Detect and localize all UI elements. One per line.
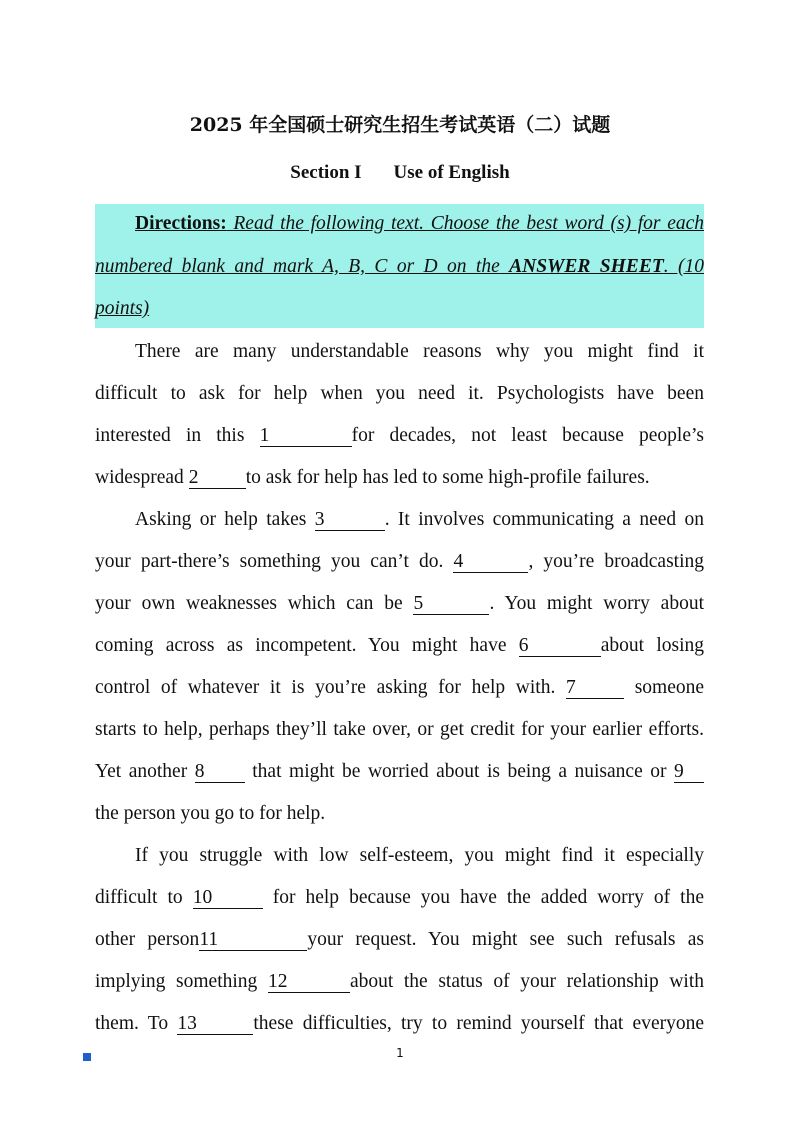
directions-line-3: points) <box>95 298 150 319</box>
paragraph-line: difficult to 10 for help because you have the added worry of the <box>95 887 705 908</box>
paragraph-line: Yet another 8 that might be worried about is being a nuisance or 9 <box>95 758 704 786</box>
blank-13[interactable]: 13 <box>177 1014 253 1035</box>
corner-square-icon <box>83 1053 91 1061</box>
paragraph-line: difficult to ask for help when you need it. Psychologists have been <box>95 383 704 404</box>
blank-12[interactable]: 12 <box>268 972 350 993</box>
blank-6[interactable]: 6 <box>519 636 601 657</box>
paragraph-line: them. To 13 these difficulties, try to remind yourself that everyone <box>95 1013 704 1034</box>
directions-line-2: numbered blank and mark A, B, C or D on the ANSWER SHEET. (10 <box>95 256 704 277</box>
answer-sheet-label: ANSWER SHEET <box>509 256 664 277</box>
paragraph-line: Asking or help takes 3 . It involves communicating a need on <box>135 509 704 530</box>
paragraph-line: implying something 12 about the status of your relationship with <box>95 971 704 992</box>
page-title: 2025 年全国硕士研究生招生考试英语（二）试题 <box>189 114 611 136</box>
paragraph-line: There are many understandable reasons why you might find it <box>135 341 704 362</box>
directions-label: Directions: <box>135 213 227 234</box>
section-number: Section I <box>290 162 362 183</box>
paragraph-line: other person11 your request. You might see such refusals as <box>95 929 704 950</box>
paragraph-line: interested in this 1 for decades, not least because people’s <box>95 425 704 446</box>
directions-box <box>95 204 704 328</box>
paragraph-line: your own weaknesses which can be 5 . You might worry about <box>95 593 705 614</box>
paragraph-line: the person you go to for help. <box>95 803 326 824</box>
paragraph-line: control of whatever it is you’re asking for help with. 7 someone <box>95 677 705 698</box>
paragraph-line: your part-there’s something you can’t do. 4 , you’re broadcasting <box>95 551 704 572</box>
blank-7[interactable]: 7 <box>566 678 624 699</box>
paragraph-line: If you struggle with low self-esteem, you might find it especially <box>135 845 704 866</box>
paragraph-line: starts to help, perhaps they’ll take over, or get credit for your earlier efforts. <box>95 719 704 740</box>
blank-11[interactable]: 11 <box>199 930 307 951</box>
page-number: 1 <box>396 1046 404 1060</box>
blank-9[interactable]: 9 <box>674 762 704 783</box>
blank-8[interactable]: 8 <box>195 762 245 783</box>
section-heading <box>0 160 800 186</box>
paragraph-line: coming across as incompetent. You might have 6 about losing <box>95 635 705 656</box>
blank-3[interactable]: 3 <box>315 510 385 531</box>
blank-10[interactable]: 10 <box>193 888 263 909</box>
blank-2[interactable]: 2 <box>189 468 246 489</box>
blank-1[interactable]: 1 <box>260 426 352 447</box>
directions-line-1: Directions: Read the following text. Choose the best word (s) for each <box>135 213 705 234</box>
paragraph-line: widespread 2 to ask for help has led to some high-profile failures. <box>95 467 650 488</box>
section-name: Use of English <box>393 162 510 183</box>
blank-4[interactable]: 4 <box>453 552 528 573</box>
blank-5[interactable]: 5 <box>413 594 489 615</box>
